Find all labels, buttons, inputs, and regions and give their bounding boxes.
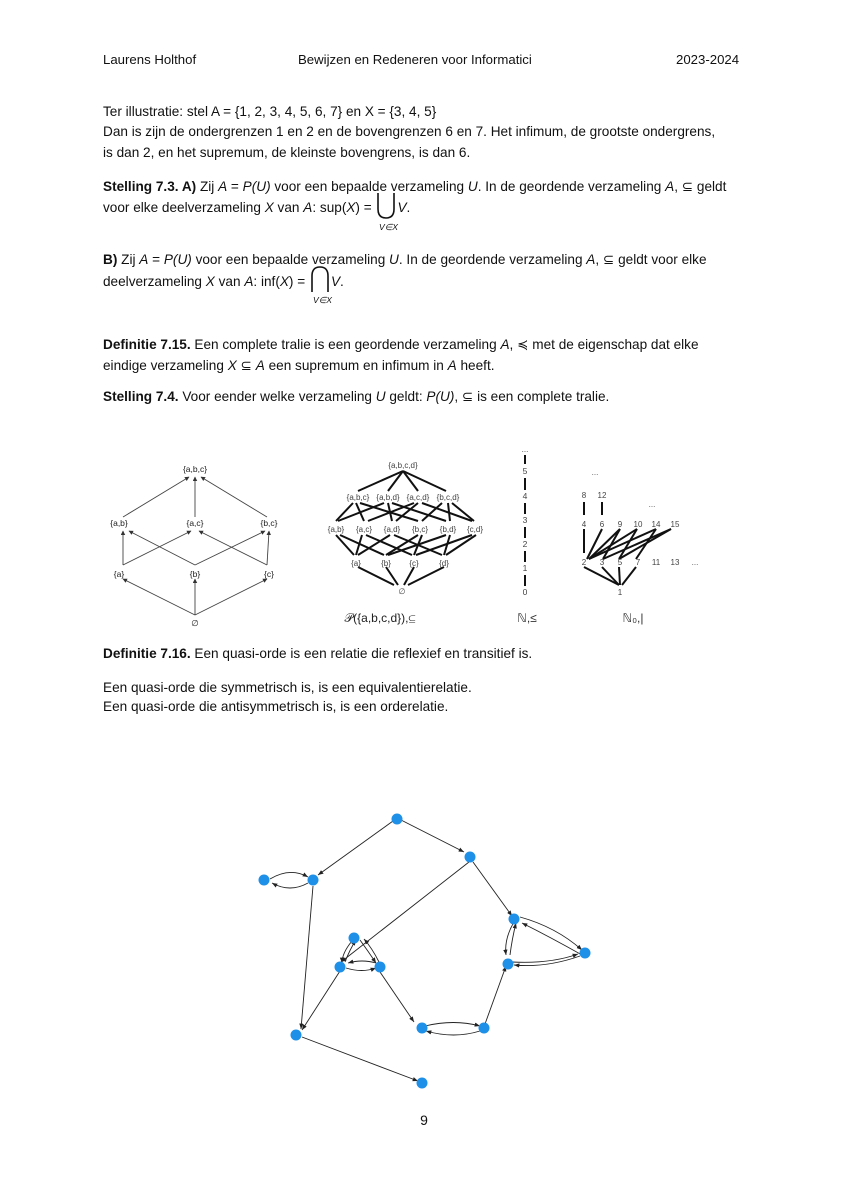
div-14: 14: [651, 520, 661, 529]
graph-node: [291, 1030, 302, 1041]
div-5: 5: [617, 558, 623, 567]
graph-node: [349, 933, 360, 944]
lattice3-ac: {a,c}: [186, 518, 204, 528]
graph-node: [417, 1023, 428, 1034]
div-1: 1: [617, 588, 623, 597]
lattice4-a: {a}: [351, 559, 361, 568]
quasi-line-2: Een quasi-orde die antisymmetrisch is, is een orderelatie.: [103, 699, 449, 714]
divisibility-figure: [565, 455, 710, 630]
div-dots-3: ...: [691, 558, 699, 567]
graph-node: [392, 814, 403, 825]
definitie-7-16-label: Definitie 7.16.: [103, 646, 191, 661]
div-12: 12: [597, 491, 607, 500]
lattice4-empty: ∅: [398, 587, 406, 596]
page-number: 9: [420, 1112, 428, 1128]
stelling-7-3b-line-2: deelverzameling X van A: inf(X) = V.: [103, 273, 344, 291]
stelling-7-3a-line-1: Stelling 7.3. A) Zij A = P(U) voor een bepaalde verzameling U. In de geordende verzameling A, ⊆ geldt: [103, 179, 727, 194]
div-3: 3: [599, 558, 605, 567]
div-4: 4: [581, 520, 587, 529]
lattice4-abd: {a,b,d}: [376, 493, 400, 502]
div-9: 9: [617, 520, 623, 529]
lattice4-ac: {a,c}: [355, 525, 373, 534]
graph-node: [503, 959, 514, 970]
graph-node: [580, 948, 591, 959]
lattice4-top: {a,b,c,d}: [388, 461, 418, 470]
quasi-line-1: Een quasi-orde die symmetrisch is, is een equivalentierelatie.: [103, 680, 472, 695]
lattice4-bd: {b,d}: [439, 525, 457, 534]
definitie-7-15-line-2: eindige verzameling X ⊆ A een supremum en infimum in A heeft.: [103, 358, 495, 373]
lattice-abc-figure: [95, 455, 305, 630]
lattice4-bcd: {b,c,d}: [436, 493, 460, 502]
quasi-order-graph: [250, 805, 600, 1095]
lattice4-d: {d}: [439, 559, 449, 568]
lattice4-c: {c}: [409, 559, 419, 568]
lattice3-b: {b}: [189, 569, 201, 579]
definitie-7-15-label: Definitie 7.15.: [103, 337, 191, 352]
intro-line-2: Dan is zijn de ondergrenzen 1 en 2 en de bovengrenzen 6 en 7. Het infimum, de grootste ondergrens,: [103, 124, 716, 139]
naturals-chain-figure: [505, 440, 555, 630]
stelling-7-3-label: Stelling 7.3. A): [103, 179, 197, 194]
graph-nodes: [259, 814, 591, 1089]
definitie-7-16: Definitie 7.16. Een quasi-orde is een relatie die reflexief en transitief is.: [103, 646, 533, 661]
div-15: 15: [670, 520, 680, 529]
header-course: Bewijzen en Redeneren voor Informatici: [298, 52, 532, 67]
header-year: 2023-2024: [676, 52, 740, 67]
div-6: 6: [599, 520, 605, 529]
graph-node: [479, 1023, 490, 1034]
big-union-symbol: [375, 199, 397, 217]
graph-node: [335, 962, 346, 973]
lattice4-caption: 𝒫({a,b,c,d}),⊆: [344, 611, 416, 625]
lattice4-bc: {b,c}: [411, 525, 429, 534]
lattice4-acd: {a,c,d}: [406, 493, 430, 502]
div-7: 7: [635, 558, 641, 567]
stelling-7-4: Stelling 7.4. Voor eender welke verzameling U geldt: P(U), ⊆ is een complete tralie.: [103, 389, 610, 404]
graph-node: [417, 1078, 428, 1089]
definitie-7-15-line-1: Definitie 7.15. Een complete tralie is een geordende verzameling A, ≼ met de eigenschap dat elke: [103, 337, 699, 352]
div-13: 13: [670, 558, 680, 567]
naturals-2: 2: [522, 539, 528, 549]
lattice4-cd: {c,d}: [466, 525, 484, 534]
intro-line-3: is dan 2, en het supremum, de kleinste bovengrens, is dan 6.: [103, 145, 471, 160]
naturals-5: 5: [522, 466, 528, 476]
header-author: Laurens Holthof: [103, 52, 197, 67]
graph-node: [509, 914, 520, 925]
divisibility-caption: ℕ₀,|: [622, 611, 644, 625]
lattice4-abc: {a,b,c}: [346, 493, 370, 502]
graph-node: [308, 875, 319, 886]
lattice3-a: {a}: [113, 569, 125, 579]
lattice4-ad: {a,d}: [383, 525, 401, 534]
naturals-3: 3: [522, 515, 528, 525]
lattice4-b: {b}: [381, 559, 391, 568]
lattice3-c: {c}: [264, 569, 274, 579]
lattice-abcd-figure: [318, 455, 503, 630]
graph-node: [375, 962, 386, 973]
lattice3-ab: {a,b}: [110, 518, 128, 528]
lattice4-ab: {a,b}: [327, 525, 345, 534]
stelling-7-3b-line-1: B) Zij A = P(U) voor een bepaalde verzameling U. In de geordende verzameling A, ⊆ geldt voor elke: [103, 252, 707, 267]
big-intersection-symbol: [309, 273, 331, 291]
graph-node: [259, 875, 270, 886]
naturals-1: 1: [522, 563, 528, 573]
stelling-7-3a-line-2: voor elke deelverzameling X van A: sup(X) = V.: [103, 199, 410, 217]
naturals-0: 0: [522, 587, 528, 597]
intro-line-1: Ter illustratie: stel A = {1, 2, 3, 4, 5, 6, 7} en X = {3, 4, 5}: [103, 104, 437, 119]
div-11: 11: [651, 558, 661, 567]
intersection-subscript: V∈X: [313, 295, 332, 305]
naturals-4: 4: [522, 491, 528, 501]
union-subscript: V∈X: [379, 222, 398, 232]
div-dots-2: ...: [648, 500, 656, 509]
div-8: 8: [581, 491, 587, 500]
div-dots-1: ...: [591, 468, 599, 477]
div-2: 2: [581, 558, 587, 567]
stelling-7-4-label: Stelling 7.4.: [103, 389, 179, 404]
lattice3-bc: {b,c}: [260, 518, 278, 528]
lattice3-empty: ∅: [191, 618, 199, 628]
naturals-dots: ...: [521, 445, 529, 454]
div-10: 10: [633, 520, 643, 529]
naturals-caption: ℕ,≤: [517, 611, 537, 625]
graph-node: [465, 852, 476, 863]
lattice3-top: {a,b,c}: [182, 464, 208, 474]
